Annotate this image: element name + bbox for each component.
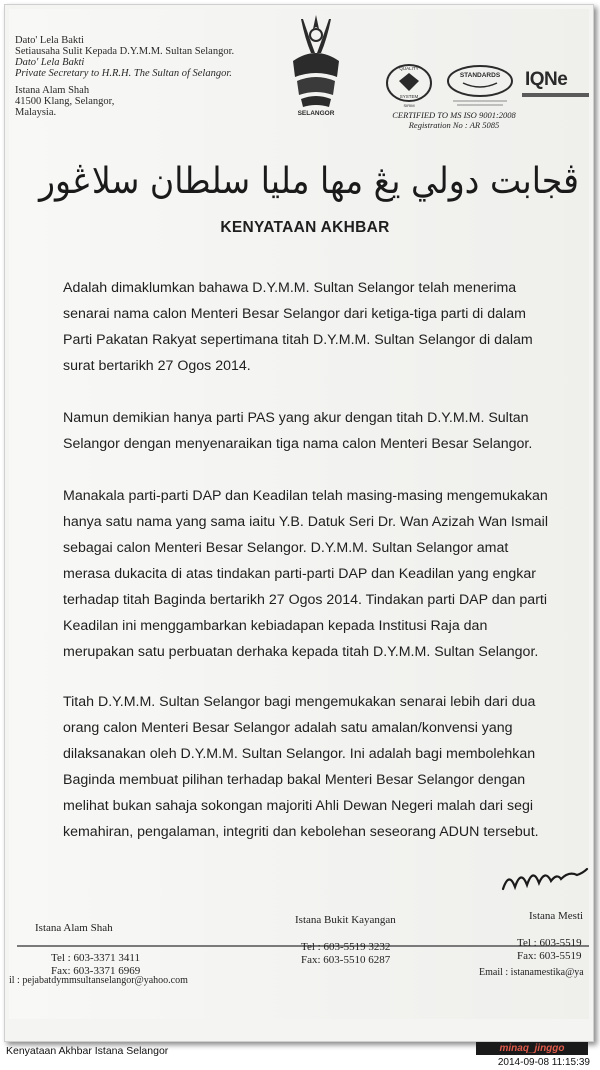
footer-col-alam-shah	[35, 923, 113, 934]
text-line: Keadilan ini menggambarkan kebiadapan kepada Institusi Raja dan	[63, 618, 488, 634]
jawi-heading-text: ڤجابت دولي يڠ مها مليا سلطان سلاڠور	[37, 161, 580, 202]
text-line: kemahiran, pengalaman, integriti dan kebolehan seseorang ADUN tersebut.	[63, 824, 539, 840]
text-line: Adalah dimaklumkan bahawa D.Y.M.M. Sultan Selangor telah menerima	[63, 280, 517, 296]
timestamp: 2014-09-08 11:15:39	[497, 1057, 590, 1068]
svg-text:SIRIM: SIRIM	[403, 103, 415, 108]
text-line: Baginda membuat pilihan terhadap bakal Menteri Besar Selangor dengan	[63, 772, 526, 788]
footer-tel: Tel : 603-3371 3411	[51, 952, 140, 964]
photo-caption: Kenyataan Akhbar Istana Selangor	[6, 1045, 169, 1057]
document-photo-frame	[4, 4, 594, 1042]
text-line: hanya satu nama yang sama iaitu Y.B. Datuk Seri Dr. Wan Azizah Wan Ismail	[63, 514, 548, 530]
footer-tel: Tel : 603-5519	[517, 937, 582, 949]
text-line: surat bertarikh 27 Ogos 2014.	[63, 358, 251, 374]
svg-text:SYSTEM: SYSTEM	[399, 94, 419, 99]
footer-fax: Fax: 603-5519	[517, 950, 582, 962]
address-line-1: Istana Alam Shah	[15, 85, 90, 96]
jawi-calligraphy-heading	[29, 147, 589, 215]
signature	[499, 851, 589, 901]
text-line: Parti Pakatan Rakyat sepertimana titah D.Y.M.M. Sultan Selangor di dalam	[63, 332, 533, 348]
text-line: Namun demikian hanya parti PAS yang akur dengan titah D.Y.M.M. Sultan	[63, 410, 529, 426]
sender-role-ms: Setiausaha Sulit Kepada D.Y.M.M. Sultan Selangor.	[15, 46, 235, 57]
footer-palace-name: Istana Mesti	[529, 910, 584, 922]
footer-tel: Tel : 603-5519 3232	[301, 941, 391, 953]
text-line: orang calon Menteri Besar Selangor adalah satu amalan/konvensi yang	[63, 720, 513, 736]
footer-fax: Fax: 603-5510 6287	[301, 954, 391, 966]
certification-caption	[379, 110, 529, 130]
quality-system-cert-icon	[381, 61, 437, 109]
watermark-label: minaq_jinggo	[476, 1042, 588, 1055]
letterhead-sender	[15, 35, 285, 118]
text-line: Titah D.Y.M.M. Sultan Selangor bagi mengemukakan senarai lebih dari dua	[63, 694, 536, 710]
sender-title-ms: Dato' Lela Bakti	[15, 35, 84, 46]
text-line: terhadap titah Baginda bertarikh 27 Ogos 2014. Tindakan parti DAP dan parti	[63, 592, 548, 608]
svg-text:SELANGOR: SELANGOR	[297, 110, 335, 117]
paragraph-4	[63, 689, 563, 845]
address-line-3: Malaysia.	[15, 107, 57, 118]
footer-email-2: Email : istanamestika@ya	[479, 967, 584, 978]
text-line: melihat bukan sahaja sokongan majoriti Ahli Dewan Negeri malah dari segi	[63, 798, 534, 814]
text-line: merupakan satu perbuatan derhaka kepada titah D.Y.M.M. Sultan Selangor.	[63, 644, 539, 660]
address-line-2: 41500 Klang, Selangor,	[15, 96, 115, 107]
standards-cert-icon	[445, 61, 515, 109]
page-title: KENYATAAN AKHBAR	[220, 219, 390, 236]
paragraph-1	[63, 275, 563, 379]
letter-page	[9, 9, 589, 1019]
sender-title-en: Dato' Lela Bakti	[15, 57, 85, 68]
footer-col-mestika	[529, 911, 583, 922]
text-line: Selangor dengan menyenaraikan tiga nama calon Menteri Besar Selangor.	[63, 436, 533, 452]
text-line: dilaksanakan oleh D.Y.M.M. Sultan Selangor. Ini adalah bagi membolehkan	[63, 746, 536, 762]
svg-text:QUALITY: QUALITY	[399, 66, 419, 71]
footer-contact-mestika	[517, 937, 582, 963]
footer-contact-bukit-kayangan	[301, 941, 390, 967]
footer-fax: Fax: 603-3371 6969	[51, 965, 141, 977]
iqnet-logo: IQNe	[525, 69, 568, 90]
cert-caption-line-1: CERTIFIED TO MS ISO 9001:2008	[392, 110, 516, 120]
cert-caption-line-2: Registration No : AR 5085	[408, 120, 500, 130]
paragraph-2	[63, 405, 563, 457]
footer-col-bukit-kayangan	[295, 915, 396, 926]
text-line: merasa dukacita di atas tindakan parti-parti DAP dan Keadilan yang engkar	[63, 566, 536, 582]
text-line: senarai nama calon Menteri Besar Selangor dari ketiga-tiga parti di dalam	[63, 306, 526, 322]
footer-palace-name: Istana Bukit Kayangan	[295, 914, 396, 926]
footer-palace-name: Istana Alam Shah	[35, 922, 113, 934]
text-line: sebagai calon Menteri Besar Selangor. D.Y.M.M. Sultan Selangor amat	[63, 540, 509, 556]
selangor-crest-icon	[281, 9, 351, 119]
text-line: Manakala parti-parti DAP dan Keadilan telah masing-masing mengemukakan	[63, 488, 548, 504]
footer-email-1: il : pejabatdymmsultanselangor@yahoo.com	[9, 975, 188, 986]
iqnet-underline	[522, 93, 589, 97]
paragraph-3	[63, 483, 563, 665]
sender-role-en: Private Secretary to H.R.H. The Sultan of Selangor.	[15, 68, 232, 79]
svg-text:STANDARDS: STANDARDS	[459, 72, 501, 79]
